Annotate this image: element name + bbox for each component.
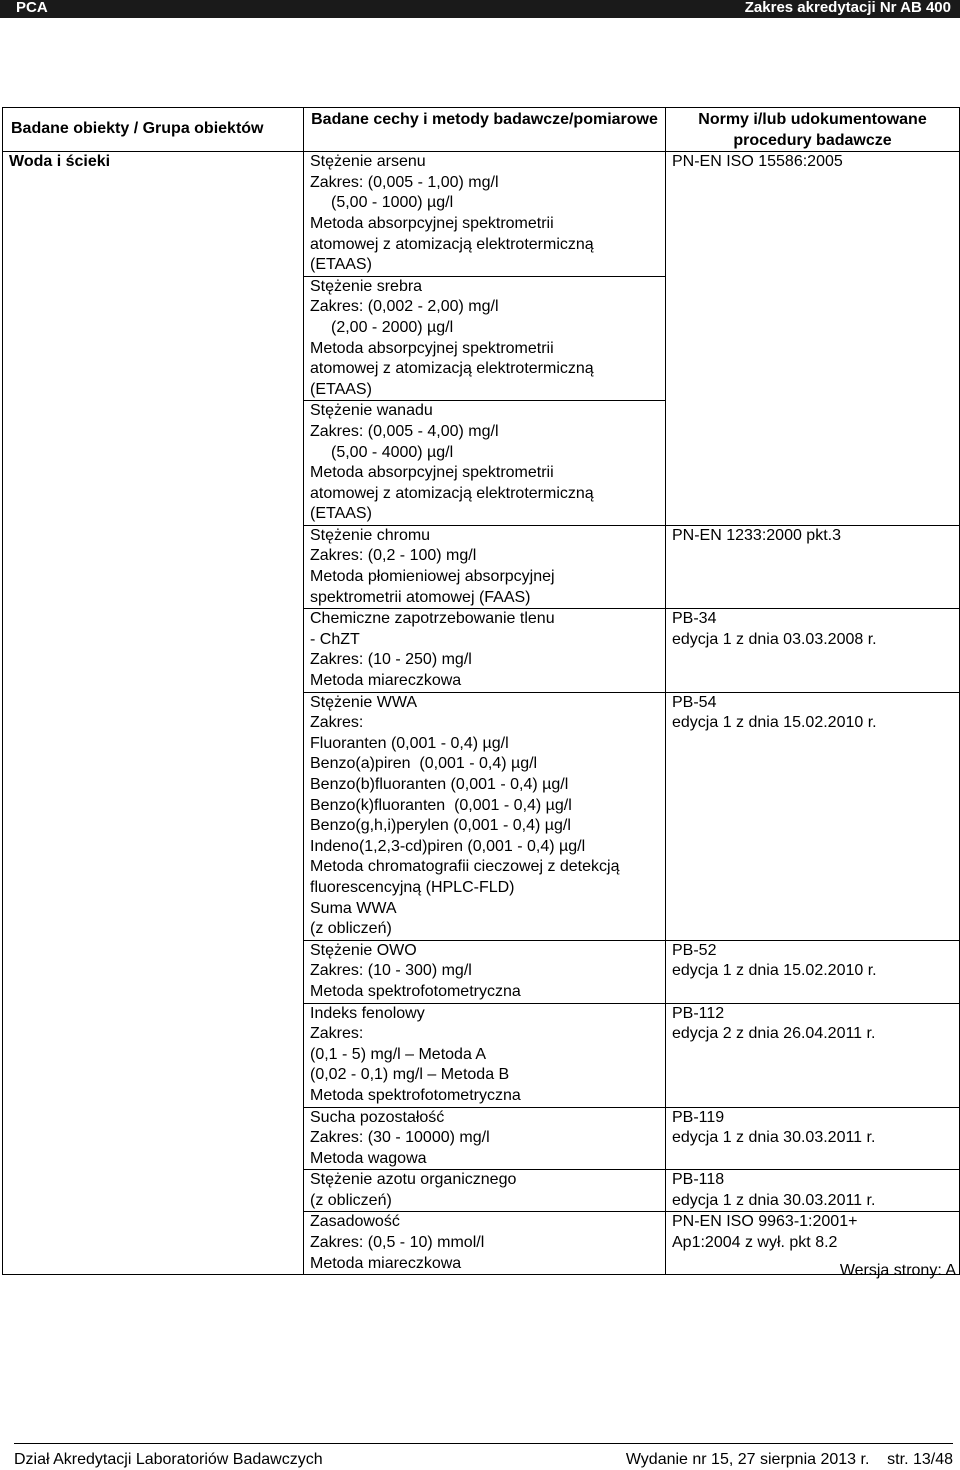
method-line: (ETAAS) <box>310 505 372 523</box>
method-cell <box>304 276 666 401</box>
method-cell <box>304 1170 666 1212</box>
object-group-cell: Woda i ścieki <box>3 152 304 1275</box>
method-line: Stężenie chromu <box>310 526 431 544</box>
method-cell <box>304 1107 666 1170</box>
norm-line: edycja 1 z dnia 15.02.2010 r. <box>672 714 877 732</box>
norm-line: edycja 1 z dnia 30.03.2011 r. <box>672 1129 876 1147</box>
method-line: (5,00 - 4000) µg/l <box>331 443 454 461</box>
table-row <box>3 152 960 277</box>
method-line: Metoda miareczkowa <box>310 1254 462 1272</box>
method-line: Chemiczne zapotrzebowanie tlenu <box>310 610 555 628</box>
norm-cell <box>666 1107 960 1170</box>
page-version: Wersja strony: A <box>839 1262 956 1279</box>
method-line: Metoda wagowa <box>310 1149 427 1167</box>
method-line: Zakres: <box>310 714 364 732</box>
method-line: (ETAAS) <box>310 256 372 274</box>
method-line: Indeks fenolowy <box>310 1004 425 1022</box>
norm-line: edycja 1 z dnia 30.03.2011 r. <box>672 1191 876 1209</box>
method-line: Zakres: (10 - 300) mg/l <box>310 962 472 980</box>
method-line: Benzo(g,h,i)perylen (0,001 - 0,4) µg/l <box>310 817 571 835</box>
method-line: atomowej z atomizacją elektrotermiczną <box>310 235 594 253</box>
norm-line: PB-52 <box>672 941 717 959</box>
method-cell <box>304 1003 666 1107</box>
norm-cell <box>666 609 960 692</box>
norm-cell <box>666 692 960 940</box>
method-line: Metoda spektrofotometryczna <box>310 982 521 1000</box>
method-line: Zakres: (0,005 - 4,00) mg/l <box>310 422 499 440</box>
method-line: Zakres: (0,5 - 10) mmol/l <box>310 1234 485 1252</box>
method-line: - ChZT <box>310 630 360 648</box>
method-line: Stężenie wanadu <box>310 402 433 420</box>
method-line: Metoda absorpcyjnej spektrometrii <box>310 214 554 232</box>
norm-line: PN-EN ISO 15586:2005 <box>672 153 843 171</box>
method-line: Benzo(a)piren (0,001 - 0,4) µg/l <box>310 755 538 773</box>
page-footer <box>14 1443 953 1468</box>
method-line: Fluoranten (0,001 - 0,4) µg/l <box>310 734 509 752</box>
method-cell <box>304 692 666 940</box>
norm-line: PB-54 <box>672 693 717 711</box>
method-line: (z obliczeń) <box>310 920 392 938</box>
norm-line: PB-34 <box>672 610 717 628</box>
method-line: Sucha pozostałość <box>310 1108 445 1126</box>
method-line: Zakres: (30 - 10000) mg/l <box>310 1129 490 1147</box>
norm-cell <box>666 940 960 1003</box>
document-header-bar <box>0 0 960 18</box>
column-header-objects: Badane obiekty / Grupa obiektów <box>3 108 304 152</box>
norm-line: edycja 1 z dnia 03.03.2008 r. <box>672 630 877 648</box>
method-line: Metoda miareczkowa <box>310 672 462 690</box>
norm-line: PB-119 <box>672 1108 725 1126</box>
method-line: Zakres: (0,002 - 2,00) mg/l <box>310 298 499 316</box>
header-org: PCA <box>16 0 48 16</box>
method-line: Benzo(b)fluoranten (0,001 - 0,4) µg/l <box>310 776 569 793</box>
method-line: atomowej z atomizacją elektrotermiczną <box>310 484 594 502</box>
column-header-norms: Normy i/lub udokumentowane procedury badawcze <box>666 108 960 152</box>
method-line: Benzo(k)fluoranten (0,001 - 0,4) µg/l <box>310 796 572 814</box>
method-line: (ETAAS) <box>310 380 372 398</box>
accreditation-table <box>2 107 960 1275</box>
method-line: spektrometrii atomowej (FAAS) <box>310 588 531 606</box>
method-cell <box>304 940 666 1003</box>
norm-line: PB-118 <box>672 1171 725 1189</box>
footer-edition: Wydanie nr 15, 27 sierpnia 2013 r. str. 13/48 <box>625 1451 953 1468</box>
footer-department: Dział Akredytacji Laboratoriów Badawczych <box>14 1451 323 1468</box>
norm-line: PB-112 <box>672 1004 725 1022</box>
method-line: Metoda absorpcyjnej spektrometrii <box>310 464 554 482</box>
method-line: atomowej z atomizacją elektrotermiczną <box>310 360 594 378</box>
method-line: Metoda absorpcyjnej spektrometrii <box>310 339 554 357</box>
method-line: (2,00 - 2000) µg/l <box>331 318 454 336</box>
method-line: Metoda chromatografii cieczowej z detekcją <box>310 858 620 876</box>
method-line: Stężenie azotu organicznego <box>310 1171 517 1189</box>
header-title: Zakres akredytacji Nr AB 400 <box>744 0 951 16</box>
norm-cell <box>666 1003 960 1107</box>
method-line: Metoda płomieniowej absorpcyjnej <box>310 568 555 586</box>
method-line: (0,02 - 0,1) mg/l – Metoda B <box>310 1066 510 1084</box>
method-line: Zakres: (0,005 - 1,00) mg/l <box>310 173 499 191</box>
method-line: Stężenie OWO <box>310 941 417 959</box>
method-line: Metoda spektrofotometryczna <box>310 1086 521 1104</box>
method-line: (5,00 - 1000) µg/l <box>331 194 454 212</box>
method-line: Zakres: (10 - 250) mg/l <box>310 651 472 669</box>
method-cell <box>304 401 666 526</box>
method-line: Stężenie srebra <box>310 277 423 295</box>
method-line: Stężenie arsenu <box>310 153 426 171</box>
method-cell <box>304 152 666 277</box>
method-line: Indeno(1,2,3-cd)piren (0,001 - 0,4) µg/l <box>310 837 586 855</box>
method-line: Zakres: <box>310 1025 364 1043</box>
method-line: (0,1 - 5) mg/l – Metoda A <box>310 1045 487 1063</box>
method-cell <box>304 1212 666 1275</box>
method-line: Zasadowość <box>310 1213 400 1231</box>
method-line: fluorescencyjną (HPLC-FLD) <box>310 878 515 896</box>
method-cell <box>304 609 666 692</box>
column-header-methods: Badane cechy i metody badawcze/pomiarowe <box>304 108 666 152</box>
method-line: (z obliczeń) <box>310 1191 392 1209</box>
method-cell <box>304 525 666 608</box>
norm-line: PN-EN ISO 9963-1:2001+ <box>672 1213 858 1231</box>
norm-cell <box>666 152 960 526</box>
norm-line: Ap1:2004 z wył. pkt 8.2 <box>672 1234 838 1252</box>
table-header-row <box>3 108 960 152</box>
method-line: Suma WWA <box>310 899 397 917</box>
norm-line: edycja 1 z dnia 15.02.2010 r. <box>672 962 877 980</box>
norm-cell <box>666 525 960 608</box>
norm-cell <box>666 1170 960 1212</box>
method-line: Stężenie WWA <box>310 693 417 711</box>
norm-line: PN-EN 1233:2000 pkt.3 <box>672 526 841 544</box>
norm-line: edycja 2 z dnia 26.04.2011 r. <box>672 1025 876 1043</box>
method-line: Zakres: (0,2 - 100) mg/l <box>310 547 477 565</box>
